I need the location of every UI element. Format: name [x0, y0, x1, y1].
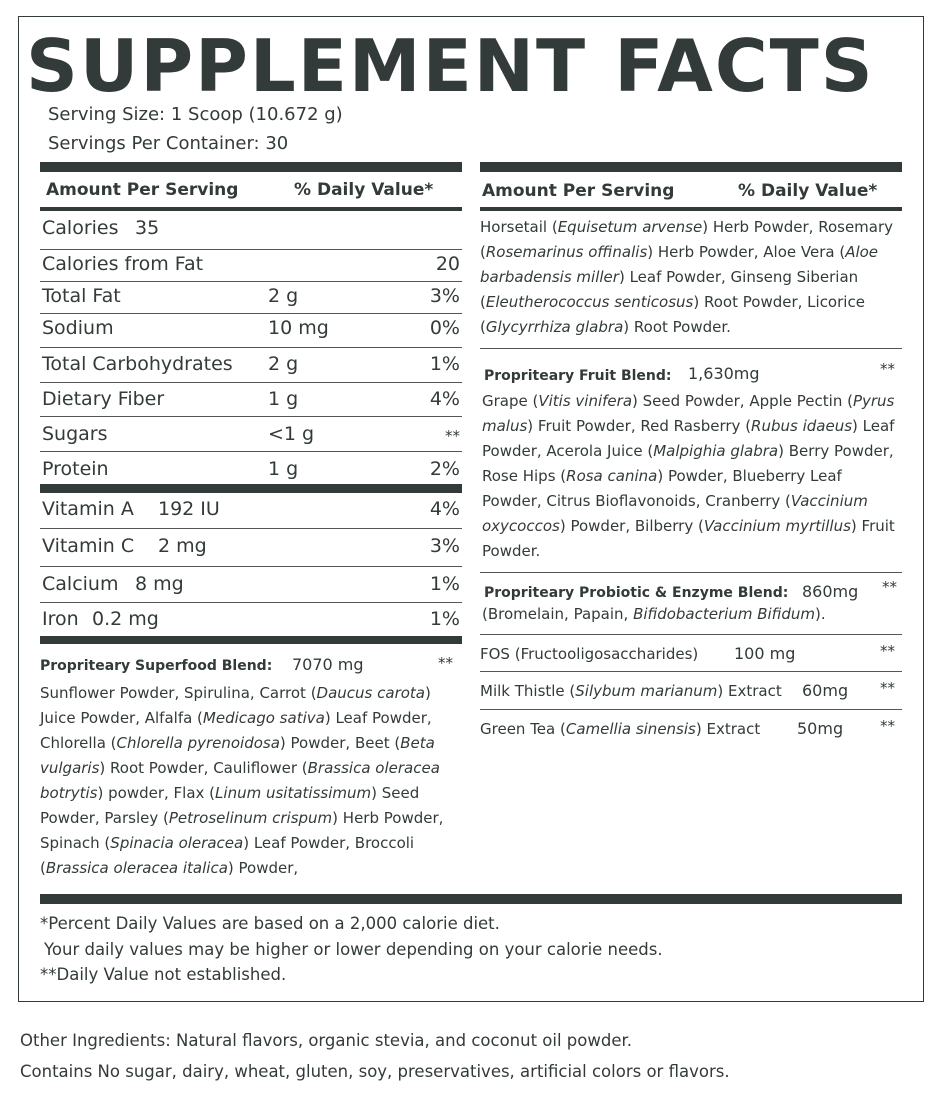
- vitamin-dv: 4%: [429, 498, 460, 520]
- vitamin-name: Vitamin A: [42, 498, 134, 520]
- nutrient-amount: 35: [135, 217, 160, 239]
- extra-amount: 60mg: [802, 681, 849, 700]
- nutrient-amount: 2 g: [268, 353, 299, 375]
- nutrient-dv: 1%: [429, 353, 460, 375]
- nutrient-dv: 0%: [429, 317, 460, 339]
- fruit-ingredients: Grape (Vitis vinifera) Seed Powder, Apple Pectin (Pyrus malus) Fruit Powder, Red Rasberry (Rubus idaeus) Leaf Powder, Acerola Juice (Malpighia glabra) Berry Powder, Rose Hips (Rosa canina) Powder, Blueberry Leaf Powder, Citrus Bioflavonoids, Cranberry (Vaccinium oxycoccos) Powder, Bilberry (Vaccinium myrtillus) Fruit Powder.: [482, 392, 895, 560]
- extra-name: Green Tea (Camellia sinensis) Extract: [480, 720, 761, 738]
- probiotic-blend-name: Propriteary Probiotic & Enzyme Blend:: [484, 585, 789, 601]
- nutrient-name: Total Carbohydrates: [42, 353, 233, 375]
- fruit-blend-amount: 1,630mg: [688, 364, 760, 383]
- nutrient-dv: 4%: [429, 388, 460, 410]
- superfood-ingredients: Sunflower Powder, Spirulina, Carrot (Daucus carota) Juice Powder, Alfalfa (Medicago sativa) Leaf Powder, Chlorella (Chlorella pyrenoidosa) Powder, Beet (Beta vulgaris) Root Powder, Cauliflower (Brassica oleracea botrytis) powder, Flax (Linum usitatissimum) Seed Powder, Parsley (Petroselinum crispum) Herb Powder, Spinach (Spinacia oleracea) Leaf Powder, Broccoli (Brassica oleracea italica) Powder,: [40, 684, 444, 877]
- right-header-bar: [480, 207, 902, 211]
- extra-dv: **: [880, 717, 895, 735]
- vitamins-bar: [40, 484, 462, 493]
- footnote-dv-variation: Your daily values may be higher or lower depending on your calorie needs.: [44, 940, 663, 959]
- vitamin-name: Calcium: [42, 573, 119, 595]
- vitamin-amount: 192 IU: [158, 498, 220, 520]
- nutrient-name: Calories: [42, 217, 119, 239]
- nutrient-name: Calories from Fat: [42, 253, 204, 275]
- left-top-bar: [40, 162, 462, 172]
- probiotic-blend-dv: **: [882, 578, 897, 596]
- vitamin-name: Vitamin C: [42, 535, 135, 557]
- vitamin-row-divider: [40, 528, 462, 529]
- nutrient-name: Dietary Fiber: [42, 388, 165, 410]
- nutrient-row-divider: [40, 451, 462, 452]
- rule-before-extras: [480, 634, 902, 635]
- right-amount-header: Amount Per Serving: [482, 181, 675, 201]
- vitamin-dv: 1%: [429, 573, 460, 595]
- right-intro-ingredients: Horsetail (Equisetum arvense) Herb Powder, Rosemary (Rosemarinus offinalis) Herb Powder, Aloe Vera (Aloe barbadensis miller) Leaf Powder, Ginseng Siberian (Eleutherococcus senticosus) Root Powder, Licorice (Glycyrrhiza glabra) Root Powder.: [480, 218, 894, 336]
- superfood-blend-name: Propriteary Superfood Blend:: [40, 658, 273, 674]
- nutrient-row-divider: [40, 416, 462, 417]
- nutrient-amount: 10 mg: [268, 317, 329, 339]
- vitamin-amount: 8 mg: [135, 573, 184, 595]
- nutrient-dv: 2%: [429, 458, 460, 480]
- superfood-blend-dv: **: [438, 654, 453, 672]
- probiotic-ingredients: (Bromelain, Papain, Bifidobacterium Bifidum).: [482, 605, 826, 623]
- nutrient-row-divider: [40, 347, 462, 348]
- page-title: SUPPLEMENT FACTS: [26, 24, 875, 108]
- other-ingredients: Other Ingredients: Natural flavors, organic stevia, and coconut oil powder.: [20, 1031, 632, 1050]
- nutrient-row-divider: [40, 281, 462, 282]
- extra-dv: **: [880, 642, 895, 660]
- superfood-bar: [40, 636, 462, 644]
- extra-name: Milk Thistle (Silybum marianum) Extract: [480, 682, 782, 700]
- vitamin-row-divider: [40, 566, 462, 567]
- nutrient-name: Sodium: [42, 317, 114, 339]
- vitamin-dv: 3%: [429, 535, 460, 557]
- nutrient-name: Total Fat: [42, 285, 121, 307]
- serving-size: Serving Size: 1 Scoop (10.672 g): [48, 104, 343, 125]
- nutrient-dv: 20: [435, 253, 460, 275]
- rule-before-probiotic: [480, 572, 902, 573]
- nutrient-name: Sugars: [42, 423, 108, 445]
- nutrient-amount: 2 g: [268, 285, 299, 307]
- extra-amount: 50mg: [797, 719, 844, 738]
- footnote-dv-not-established: **Daily Value not established.: [40, 965, 287, 984]
- nutrient-amount: <1 g: [268, 423, 315, 445]
- extra-dv: **: [880, 679, 895, 697]
- right-top-bar: [480, 162, 902, 172]
- vitamin-amount: 0.2 mg: [92, 608, 159, 630]
- vitamin-dv: 1%: [429, 608, 460, 630]
- nutrient-row-divider: [40, 249, 462, 250]
- nutrient-amount: 1 g: [268, 388, 299, 410]
- vitamin-amount: 2 mg: [158, 535, 207, 557]
- extra-row-divider: [480, 709, 902, 710]
- superfood-blend-amount: 7070 mg: [292, 655, 364, 674]
- vitamin-name: Iron: [42, 608, 79, 630]
- left-dv-header: % Daily Value*: [294, 180, 434, 200]
- left-header-bar: [40, 207, 462, 211]
- probiotic-blend-amount: 860mg: [802, 582, 859, 601]
- extra-name: FOS (Fructooligosaccharides): [480, 645, 699, 663]
- fruit-blend-dv: **: [880, 360, 895, 378]
- right-dv-header: % Daily Value*: [738, 181, 878, 201]
- servings-per-container: Servings Per Container: 30: [48, 133, 289, 154]
- vitamin-row-divider: [40, 602, 462, 603]
- footer-bar: [40, 894, 902, 904]
- nutrient-row-divider: [40, 313, 462, 314]
- nutrient-dv: **: [445, 427, 460, 445]
- footnote-dv-basis: *Percent Daily Values are based on a 2,000 calorie diet.: [40, 914, 500, 933]
- extra-amount: 100 mg: [734, 644, 796, 663]
- nutrient-amount: 1 g: [268, 458, 299, 480]
- nutrient-name: Protein: [42, 458, 109, 480]
- left-amount-header: Amount Per Serving: [46, 180, 239, 200]
- rule-before-fruit: [480, 348, 902, 349]
- nutrient-dv: 3%: [429, 285, 460, 307]
- extra-row-divider: [480, 671, 902, 672]
- contains-statement: Contains No sugar, dairy, wheat, gluten, soy, preservatives, artificial colors or flavors.: [20, 1062, 730, 1081]
- nutrient-row-divider: [40, 382, 462, 383]
- fruit-blend-name: Propriteary Fruit Blend:: [484, 368, 672, 384]
